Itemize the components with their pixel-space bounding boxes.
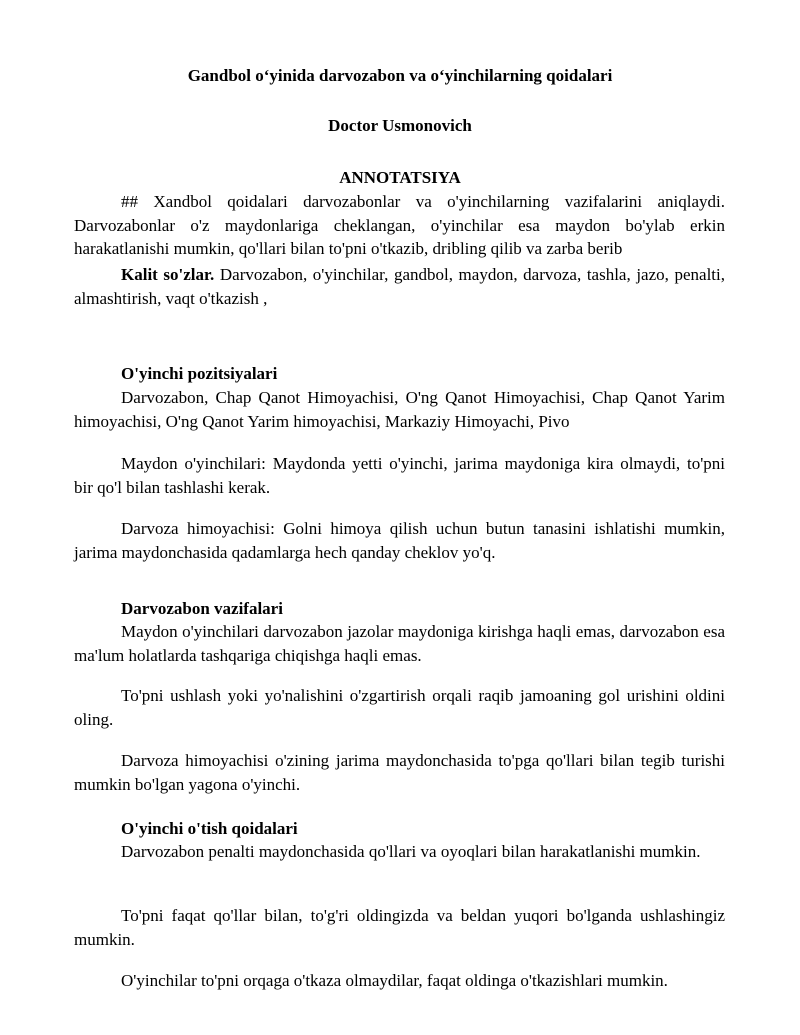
abstract-text: ## Xandbol qoidalari darvozabonlar va o'yinchilarning vazifalarini aniqlaydi. Darvozabonlar o'z maydonlariga cheklangan, o'yinchilar esa maydon bo'ylab erkin harakatlanishi mumkin, qo'llari bilan to'pni o'tkazib, dribling qilib va zarba berib [74, 192, 725, 258]
section-heading-passing-rules: O'yinchi o'tish qoidalari [121, 819, 298, 838]
section-heading-player-positions: O'yinchi pozitsiyalari [121, 364, 278, 383]
paragraph: Maydon o'yinchilari: Maydonda yetti o'yinchi, jarima maydoniga kira olmaydi, to'pni bir qo'l bilan tashlashi kerak. [74, 454, 725, 497]
keywords-label: Kalit so'zlar. [121, 265, 215, 284]
paragraph: Maydon o'yinchilari darvozabon jazolar maydoniga kirishga haqli emas, darvozabon esa ma'lum holatlarda tashqariga chiqishga haqli emas. [74, 622, 725, 665]
paragraph: Darvoza himoyachisi: Golni himoya qilish uchun butun tanasini ishlatishi mumkin, jarima maydonchasida qadamlarga hech qanday cheklov yo'q. [74, 519, 725, 562]
document-title: Gandbol o‘yinida darvozabon va o‘yinchilarning qoidalari [187, 66, 613, 85]
section-heading-goalkeeper-duties: Darvozabon vazifalari [121, 599, 283, 618]
keywords-text: Darvozabon, o'yinchilar, gandbol, maydon, darvoza, tashla, jazo, penalti, almashtirish, vaqt o'tkazish , [74, 265, 725, 308]
paragraph: Darvozabon penalti maydonchasida qo'llari va oyoqlari bilan harakatlanishi mumkin. [121, 842, 701, 861]
abstract-heading: ANNOTATSIYA [339, 168, 461, 187]
paragraph: O'yinchilar to'pni orqaga o'tkaza olmaydilar, faqat oldinga o'tkazishlari mumkin. [121, 971, 668, 990]
keywords-paragraph [74, 263, 725, 310]
paragraph: To'pni ushlash yoki yo'nalishini o'zgartirish orqali raqib jamoaning gol urishini oldini oling. [74, 686, 725, 729]
paragraph: Darvozabon, Chap Qanot Himoyachisi, O'ng Qanot Himoyachisi, Chap Qanot Yarim himoyachisi, O'ng Qanot Yarim himoyachisi, Markaziy Himoyachi, Pivo [74, 388, 725, 431]
paragraph: Darvoza himoyachisi o'zining jarima maydonchasida to'pga qo'llari bilan tegib turishi mumkin bo'lgan yagona o'yinchi. [74, 751, 725, 794]
author-name: Doctor Usmonovich [328, 116, 472, 135]
paragraph: To'pni faqat qo'llar bilan, to'g'ri oldingizda va beldan yuqori bo'lganda ushlashingiz mumkin. [74, 906, 725, 949]
